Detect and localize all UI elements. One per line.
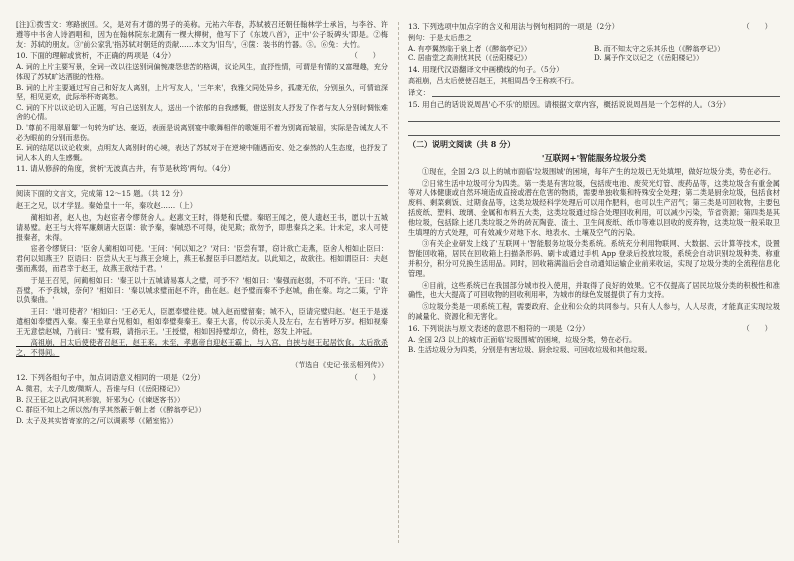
article-paragraph: ④目前，这些系统已在我国部分城市投入使用，并取得了良好的效果。它不仅提高了居民垃圾分类的积极性和准确性，也大大提高了可回收物的回收利用率，为城市的绿色发展提供了有力支持。: [408, 280, 780, 300]
option: B. 汉王征之以武/同其形貌，奸邪为心（《谏逐客书》）: [16, 394, 185, 404]
example-sentence: 例句：于是太后患之: [408, 33, 472, 42]
option: D. 属予作文以记之（《岳阳楼记》）: [594, 53, 704, 63]
option: A. 微君，太子几废/微斯人，吾谁与归（《岳阳楼记》）: [16, 384, 185, 394]
article-paragraph: ③有关企业研发上线了'互联网＋'智能服务垃圾分类系统。系统充分利用物联网、大数据、云计算等技术，设置智能回收箱，居民在回收箱上扫描条形码、刷卡或通过手机 App 登录后投放垃圾，系统会自动识别垃圾种类、称重并积分，积分可兑换生活用品。同时，回收箱满溢后会自动通知运输企业前来收运，实现了垃圾分类的全流程信息化管理。: [408, 239, 780, 278]
passage-source: （节选自《史记·张丞相列传》）: [291, 361, 388, 370]
answer-paren: （ ）: [742, 323, 772, 333]
question-10: [16, 51, 388, 61]
question-14: [408, 65, 780, 75]
translation-sentence: 高祖崩，吕太后使使召赵王，其相周昌令王称疾不行。: [408, 76, 579, 86]
question-14-stem: 14. 用现代汉语翻译文中画横线的句子。（5分）: [408, 65, 564, 75]
option: A. 全国 2/3 以上的城市正面临'垃圾围城'的困境，垃圾分类，势在必行。: [408, 334, 637, 344]
question-10-stem: 10. 下面的理解或赏析，不正确的两项是（4分）: [16, 51, 176, 61]
article-title: '互联网+'智能服务垃圾分类: [541, 152, 647, 163]
poem-notes: [注]①拨雪文：寒路嵌回。父，是对有才德的男子的美称。元祐六年春，苏轼被召还朝任翰林学士承旨，与李谷、许遵等中书舍人诗酒唱和，因为在翰林院东北隅有一棵大柳树，他写下了《东坡八首》，正中'公子坂碑头'即是。②梅友：苏轼的朋友。③'前公家乳'指苏轼对朝廷的贡献……本文为'旧鸟'，④箧：装书的竹器。⑤。⑥兔：大竹。: [16, 20, 388, 49]
option: D. 太子及其实皆寄家的之/可以调素琴（《陋室铭》）: [16, 415, 178, 425]
question-16: [408, 324, 780, 334]
answer-line[interactable]: [16, 175, 388, 186]
passage-paragraph: 蔺相如者，赵人也，为赵宦者令缪贤舍人。赵惠文王时，得楚和氏璧。秦昭王闻之，使人遗赵王书，愿以十五城请易璧。赵王与大将军廉颇诸大臣谋：欲予秦，秦城恐不可得，徒见欺；欲勿予，即患秦兵之来。计未定，求人可使报秦者，未得。: [16, 212, 388, 242]
translation-label: 译文：: [408, 87, 430, 97]
option: E. 词的结尾以议论收束，点明友人离别时的心境，表达了苏轼对于在逆境中随遇而安、处之泰然的人生态度，也抒发了词人本人的人生感慨。: [16, 143, 388, 162]
question-12-stem: 12. 下列各组句子中，加点词语意义相同的一项是（2分）: [16, 373, 205, 383]
option-row: [408, 53, 780, 63]
passage-paragraph-underlined: 高祖崩，吕太后使使者召赵王，赵王来。未至，孝惠帝自迎赵王霸上，与入宫，自挟与赵王起居饮食。太后欲杀之，不得间。: [16, 338, 388, 358]
column-divider: [398, 22, 399, 543]
answer-paren: （ ）: [350, 373, 380, 383]
question-15: [408, 100, 780, 110]
right-column: [408, 20, 780, 547]
question-11: [16, 164, 388, 174]
reading-intro: 阅读下面的文言文，完成第 12～15 题。（共 12 分）: [16, 189, 187, 199]
option: C. 词的下片以议论切入正题，写自己送别友人，送出一个浓郁的自我感慨，借送别友人抒发了作者与友人分别时惆怅难舍的心情。: [16, 102, 388, 122]
answer-paren: （ ）: [742, 22, 772, 31]
answer-line[interactable]: [408, 125, 780, 136]
question-13: [408, 22, 780, 32]
passage-paragraph: 宦者令缪贤曰：'臣舍人蔺相如可使。'王问：'何以知之？'对曰：'臣尝有罪，窃计欲亡走燕，臣舍人相如止臣曰：君何以知燕王？臣语曰：臣尝从大王与燕王会境上，燕王私握臣手曰愿结友。以此知之，故欲往。相如谓臣曰：夫赵强而燕弱，而君幸于赵王，故燕王欲结于君。': [16, 244, 388, 273]
question-13-stem: 13. 下列选项中加点字的含义和用法与例句相同的一项是（2分）: [408, 22, 619, 31]
section-title: （二）说明文阅读（共 8 分）: [408, 138, 516, 149]
passage-paragraph: 于是王召见，问蔺相如曰：'秦王以十五城请易寡人之璧，可予不？'相如曰：'秦强而赵弱，不可不许。'王曰：'取吾璧，不予我城，奈何？'相如曰：'秦以城求璧而赵不许，曲在赵。赵予璧而秦不予赵城，曲在秦。均之二策，宁许以负秦曲。': [16, 275, 388, 305]
article-paragraph: ①现在，全国 2/3 以上的城市面临'垃圾围城'的困境，每年产生的垃圾已无处填埋，做好垃圾分类，势在必行。: [422, 166, 776, 176]
answer-line[interactable]: [432, 87, 780, 97]
question-12: [16, 373, 388, 383]
translation-line: [408, 87, 780, 98]
answer-line[interactable]: [408, 111, 780, 122]
option: B. 生活垃圾分为四类，分别是有害垃圾、厨余垃圾、可回收垃圾和其他垃圾。: [408, 345, 652, 355]
article-paragraph: ②日常生活中垃圾可分为四类。第一类是有害垃圾，包括废电池、废荧光灯管、废药品等，这类垃圾含有重金属等对人体健康或自然环境造成直接或潜在危害的物质，需要单独收集和特殊安全处理；第二类是厨余垃圾，包括食材废料、剩菜剩饭、过期食品等，这类垃圾经科学处理后可以用作肥料，也可以生产沼气；第三类是可回收物，主要包括废纸、塑料、玻璃、金属和布料五大类，这类垃圾通过综合处理回收利用，可以减少污染，节省资源；第四类是其他垃圾，包括除上述几类垃圾之外的砖瓦陶瓷、渣土、卫生间废纸、纸巾等难以回收的废弃物，这类垃圾一般采取卫生填埋的方式处理，可有效减少对地下水、地表水、土壤及空气的污染。: [408, 178, 780, 237]
answer-paren: （ ）: [350, 51, 380, 61]
passage-paragraph: 王曰：'谁可使者？'相如曰：'王必无人，臣愿奉璧往使。城入赵而璧留秦；城不入，臣请完璧归赵。'赵王于是遂遣相如奉璧西入秦。秦王坐章台见相如，相如奉璧奏秦王。秦王大喜，传以示美人及左右，左右皆呼万岁。相如视秦王无意偿赵城，乃前曰：'璧有瑕，请指示王。'王授璧，相如因持璧却立，倚柱，怒发上冲冠。: [16, 307, 388, 336]
option-row: [408, 44, 780, 54]
option: C. 群臣不知上之所以然/有孚其然蔽于朝上者（《醉翁亭记》）: [16, 405, 206, 415]
question-15-stem: 15. 用自己的话说说周昌'心不乐'的原因。请根据文章内容，概括说说周昌是一个怎样的人。（3分）: [408, 99, 731, 109]
option: C. 居庙堂之高则忧其民（《岳阳楼记》）: [408, 53, 532, 63]
option: B. 而不知太守之乐其乐也（《醉翁亭记》）: [594, 43, 725, 53]
question-16-stem: 16. 下列说法与原文表述的意思不相符的一项是（2分）: [408, 323, 590, 333]
left-column: [16, 20, 388, 547]
passage-paragraph: 赵王之兄，以才学显。秦始皇十一年，秦攻赵……（上）: [16, 201, 197, 211]
option: A. 有亭翼然临于泉上者（《醉翁亭记》）: [408, 43, 532, 53]
option: D. '尊前不用翠眉颦'一句转为旷达、豪迈，表面是说离别宴中歌舞相伴的歌姬用不着为别离而皱眉，实际是告诫友人不必为眼前的分别而悲伤。: [16, 122, 388, 142]
option: A. 词的上片主要写景，全词一改以往送别词偏惋凄怨悲苦的格调，议论风生，直抒性情，可谓是有情的又富理趣，充分体现了苏轼旷达洒脱的性格。: [16, 62, 388, 81]
option: B. 词的上片主要通过写自己和好友人离别，上片写友人，'三年来'，我雅父同处异乡，孤凄无依，分别虽久，可情谊深坚，相见更欢，此际举杯寄离愁。: [16, 82, 388, 102]
article-paragraph: ⑤垃圾分类是一项系统工程，需要政府、企业和公众的共同参与。只有人人参与，人人尽责，才能真正实现垃圾的减量化、资源化和无害化。: [408, 302, 780, 321]
question-11-stem: 11. 请从修辞的角度，赏析'无波真古井，有节是秋筠'两句。（4分）: [16, 164, 235, 174]
